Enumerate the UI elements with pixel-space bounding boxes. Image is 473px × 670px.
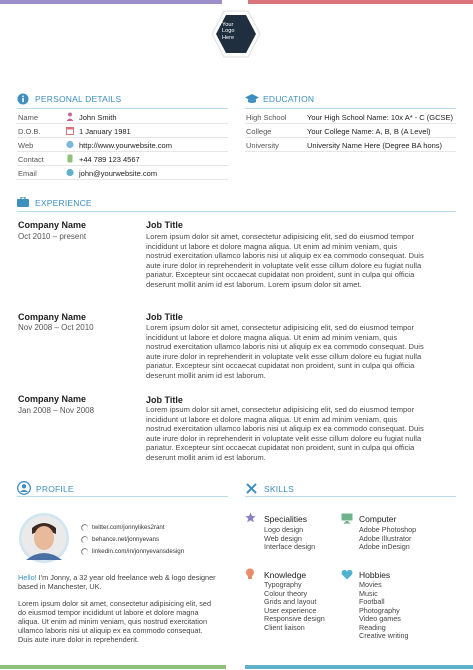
bottom-bar-left — [0, 665, 226, 669]
skill-item: Reading — [359, 622, 386, 632]
skill-list — [264, 581, 325, 632]
bio-line: do eiusmod tempor incididunt ut labore et dolore magna — [18, 608, 199, 617]
description-line: aute irure dolor in reprehenderit in voluptate velit esse cillum dolore eu fugiat nulla — [146, 433, 422, 443]
description-line: incididunt ut labore et dolore magna aliqua. Ut enim ad minim veniam, quis — [146, 332, 398, 342]
avatar — [18, 512, 70, 564]
skill-item: Typography — [264, 580, 302, 589]
job-description — [146, 323, 424, 381]
logo-text-line: Here — [222, 34, 235, 41]
lightbulb-icon — [245, 568, 255, 580]
skill-group-heading: Hobbies — [359, 570, 391, 580]
company-name: Company Name — [18, 312, 87, 322]
info-icon — [17, 93, 29, 105]
company-name: Company Name — [18, 220, 87, 230]
description-line: pariatur. Excepteur sint occaecat cupidatat non proident, sunt in culpa qui officia — [146, 270, 415, 280]
skill-group-heading: Knowledge — [264, 570, 307, 580]
description-line: aute irure dolor in reprehenderit in voluptate velit esse cillum dolore eu fugiat nulla — [146, 260, 422, 270]
divider — [245, 496, 456, 497]
skill-item: Adobe Photoshop — [359, 525, 417, 534]
bio-line: Duis aute irure dolor in reprehenderit. — [18, 635, 139, 644]
logo-text-line: Logo — [222, 28, 235, 35]
name-value: John Smith — [79, 113, 117, 122]
divider — [17, 108, 228, 109]
logo-text-line: Your — [222, 22, 234, 28]
globe-icon — [66, 140, 74, 149]
description-line: Lorem ipsum dolor sit amet, consectetur adipisicing elit, sed do eiusmod tempor — [146, 232, 415, 241]
skills-title: SKILLS — [264, 484, 295, 494]
row-divider — [17, 165, 228, 166]
skill-group-heading: Specialities — [264, 514, 307, 524]
skill-item: Creative writing — [359, 631, 409, 640]
at-icon — [66, 168, 74, 177]
skill-item: Logo design — [264, 525, 304, 534]
skill-item: Adobe Illustrator — [359, 533, 412, 543]
linkedin-icon — [81, 548, 88, 555]
row-label: Contact — [18, 155, 44, 164]
row-label: High School — [246, 113, 287, 122]
high-school-value: Your High School Name: 10x A* - C (GCSE) — [307, 113, 454, 122]
skill-item: Photography — [359, 605, 400, 615]
linkedin-link[interactable]: linkedin.com/in/jonnyevansdesign — [92, 548, 185, 555]
job-title: Job Title — [146, 312, 183, 322]
row-divider — [17, 123, 228, 124]
contact-value: +44 789 123 4567 — [79, 155, 140, 164]
row-label: College — [246, 127, 272, 136]
education-title: EDUCATION — [263, 94, 315, 104]
behance-link[interactable]: behance.net/jonnyevans — [92, 536, 160, 543]
skill-group-heading: Computer — [359, 514, 397, 524]
row-divider — [17, 137, 228, 138]
row-divider — [17, 151, 228, 152]
row-divider — [245, 137, 456, 138]
skill-list — [264, 526, 315, 552]
skill-item: Web design — [264, 533, 302, 543]
person-icon — [66, 112, 74, 121]
description-line: nostrud exercitation ullamco laboris nisi ut aliquip ex ea commodo consequat. Duis — [146, 424, 424, 434]
row-label: D.O.B. — [18, 127, 41, 136]
skill-item: Adobe inDesign — [359, 542, 410, 551]
user-circle-icon — [17, 481, 31, 495]
description-line: nostrud exercitation ullamco laboris nisi ut aliquip ex ea commodo consequat. Duis — [146, 251, 424, 261]
skill-item: Interface design — [264, 542, 316, 551]
description-line: Lorem ipsum dolor sit amet, consectetur adipisicing elit, sed do eiusmod tempor — [146, 405, 415, 414]
divider — [17, 496, 228, 497]
description-line: Lorem ipsum dolor sit amet, consectetur adipisicing elit, sed do eiusmod tempor — [146, 323, 415, 332]
profile-bio-text — [18, 599, 211, 644]
description-line: pariatur. Excepteur sint occaecat cupidatat non proident, sunt in culpa qui officia — [146, 361, 415, 371]
skill-list — [359, 581, 409, 641]
briefcase-icon — [17, 197, 29, 207]
job-dates: Jan 2008 – Nov 2008 — [18, 406, 95, 415]
skill-item: User experience — [264, 605, 317, 615]
bio-intro-text: I'm Jonny, a 32 year old freelance web & logo designer — [36, 573, 216, 582]
job-description — [146, 405, 424, 463]
logo — [210, 8, 262, 60]
monitor-icon — [341, 513, 353, 524]
description-line: deserunt mollit anim id est laborum. — [146, 370, 266, 380]
job-title: Job Title — [146, 395, 183, 405]
row-divider — [17, 179, 228, 180]
profile-bio-intro — [18, 573, 216, 591]
row-label: University — [246, 141, 279, 150]
dob-value: 1 January 1981 — [79, 127, 131, 136]
description-line: incididunt ut labore et dolore magna aliqua. Ut enim ad minim veniam, quis — [146, 241, 398, 251]
twitter-icon — [81, 524, 88, 531]
behance-icon — [81, 536, 88, 543]
experience-title: EXPERIENCE — [35, 198, 92, 208]
phone-icon — [66, 154, 74, 163]
bio-line: Lorem ipsum dolor sit amet, consectetur adipisicing elit, sed — [18, 599, 212, 608]
skill-item: Movies — [359, 580, 382, 589]
web-link[interactable]: http://www.yourwebsite.com — [79, 141, 172, 150]
skill-item: Grids and layout — [264, 597, 317, 606]
calendar-icon — [66, 126, 74, 135]
skill-item: Music — [359, 588, 378, 598]
twitter-link[interactable]: twitter.com/jonnylikes2rant — [92, 524, 165, 531]
divider — [17, 211, 456, 212]
divider — [245, 108, 456, 109]
skill-item: Video games — [359, 614, 401, 623]
skill-item: Client liaison — [264, 622, 305, 632]
job-dates: Oct 2010 – present — [18, 232, 87, 241]
star-icon — [245, 512, 256, 523]
row-divider — [245, 151, 456, 152]
college-value: Your College Name: A, B, B (A Level) — [307, 127, 431, 136]
skill-list — [359, 526, 416, 552]
description-line: deserunt mollit anim id est laborum. — [146, 452, 266, 462]
job-title: Job Title — [146, 220, 183, 230]
top-bar-left — [0, 0, 222, 4]
bio-line: ullamco laboris nisi ut aliquip ex ea commodo consequat. — [18, 626, 203, 635]
skill-item: Colour theory — [264, 588, 308, 598]
profile-title: PROFILE — [36, 484, 74, 494]
personal-details-title: PERSONAL DETAILS — [35, 94, 122, 104]
row-label: Web — [18, 141, 34, 150]
job-dates: Nov 2008 – Oct 2010 — [18, 323, 94, 332]
bio-line: aliqua. Ut enim ad minim veniam, quis nostrud exercitation — [18, 617, 207, 626]
row-label: Name — [18, 113, 39, 122]
university-value: University Name Here (Degree BA hons) — [307, 141, 443, 150]
description-line: nostrud exercitation ullamco laboris nisi ut aliquip ex ea commodo consequat. Duis — [146, 342, 424, 352]
bio-hello: Hello! — [18, 573, 37, 582]
description-line: pariatur. Excepteur sint occaecat cupidatat non proident, sunt in culpa qui officia — [146, 443, 415, 453]
graduation-cap-icon — [245, 94, 259, 104]
job-description — [146, 232, 424, 290]
email-link[interactable]: john@yourwebsite.com — [79, 169, 158, 178]
skill-item: Responsive design — [264, 614, 325, 623]
top-bar-right — [248, 0, 473, 4]
bio-intro-line: based in Manchester, UK. — [18, 582, 102, 591]
company-name: Company Name — [18, 394, 87, 404]
bottom-bar-right — [245, 665, 473, 669]
skill-item: Football — [359, 597, 385, 606]
heart-icon — [341, 569, 353, 580]
row-divider — [245, 123, 456, 124]
tools-icon — [245, 482, 258, 495]
description-line: aute irure dolor in reprehenderit in voluptate velit esse cillum dolore eu fugiat nulla — [146, 351, 422, 361]
description-line: incididunt ut labore et dolore magna aliqua. Ut enim ad minim veniam, quis — [146, 414, 398, 424]
description-line: deserunt mollit anim id est laborum. Lorem ipsum dolor sit amet. — [146, 279, 362, 289]
row-label: Email — [18, 169, 37, 178]
